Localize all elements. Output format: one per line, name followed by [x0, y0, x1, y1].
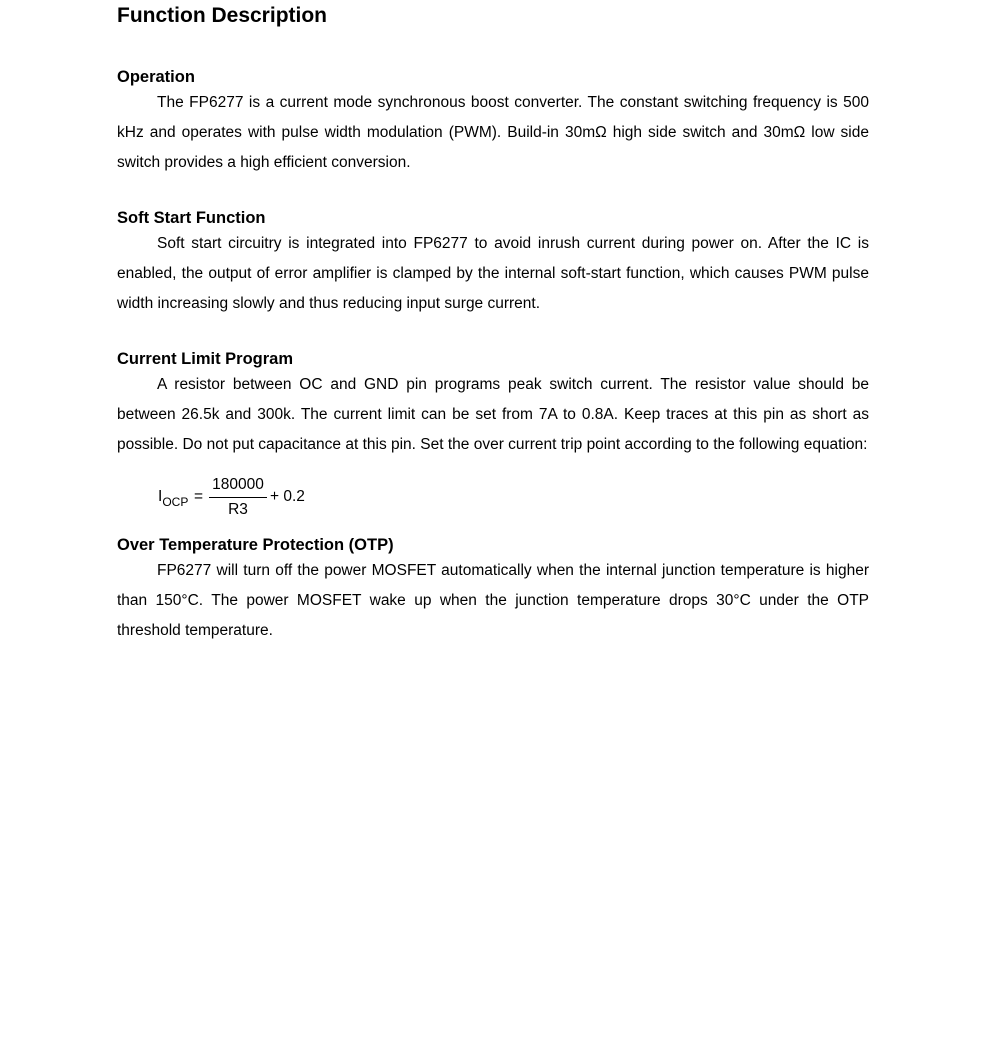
fraction-bar	[209, 497, 267, 498]
section-text-operation: The FP6277 is a current mode synchronous boost converter. The constant switching frequency is 500 kHz and operates with pulse width modulation (PWM). Build-in 30mΩ high side switch and 30mΩ low side switch provides a high efficient conversion.	[117, 94, 869, 171]
equation-equals: =	[194, 488, 204, 505]
equation-fraction	[209, 475, 267, 520]
section-text-soft-start: Soft start circuitry is integrated into FP6277 to avoid inrush current during power on. After the IC is enabled, the output of error amplifier is clamped by the internal soft-start function, which causes PWM pulse width increasing slowly and thus reducing input surge current.	[117, 235, 869, 312]
equation-lhs	[158, 488, 189, 509]
ocp-equation	[158, 475, 869, 525]
section-heading-soft-start: Soft Start Function	[117, 209, 266, 227]
section-heading-current-limit: Current Limit Program	[117, 350, 294, 368]
equation-constant-term: + 0.2	[270, 488, 305, 505]
section-text-current-limit: A resistor between OC and GND pin programs peak switch current. The resistor value should be between 26.5k and 300k. The current limit can be set from 7A to 0.8A. Keep traces at this pin as short as possible. Do not put capacitance at this pin. Set the over current trip point according to the following equation:	[117, 376, 869, 453]
section-heading-otp: Over Temperature Protection (OTP)	[117, 536, 394, 554]
equation-lhs-subscript: OCP	[162, 495, 189, 509]
document-page	[117, 0, 869, 646]
section-heading-operation: Operation	[117, 68, 195, 86]
equation-lhs-main: I	[158, 488, 163, 505]
page-title: Function Description	[117, 4, 327, 27]
equation-denominator: R3	[228, 501, 248, 518]
equation-numerator: 180000	[212, 476, 264, 493]
section-text-otp: FP6277 will turn off the power MOSFET automatically when the internal junction temperature is higher than 150°C. The power MOSFET wake up when the junction temperature drops 30°C under the OTP threshold temperature.	[117, 562, 869, 639]
